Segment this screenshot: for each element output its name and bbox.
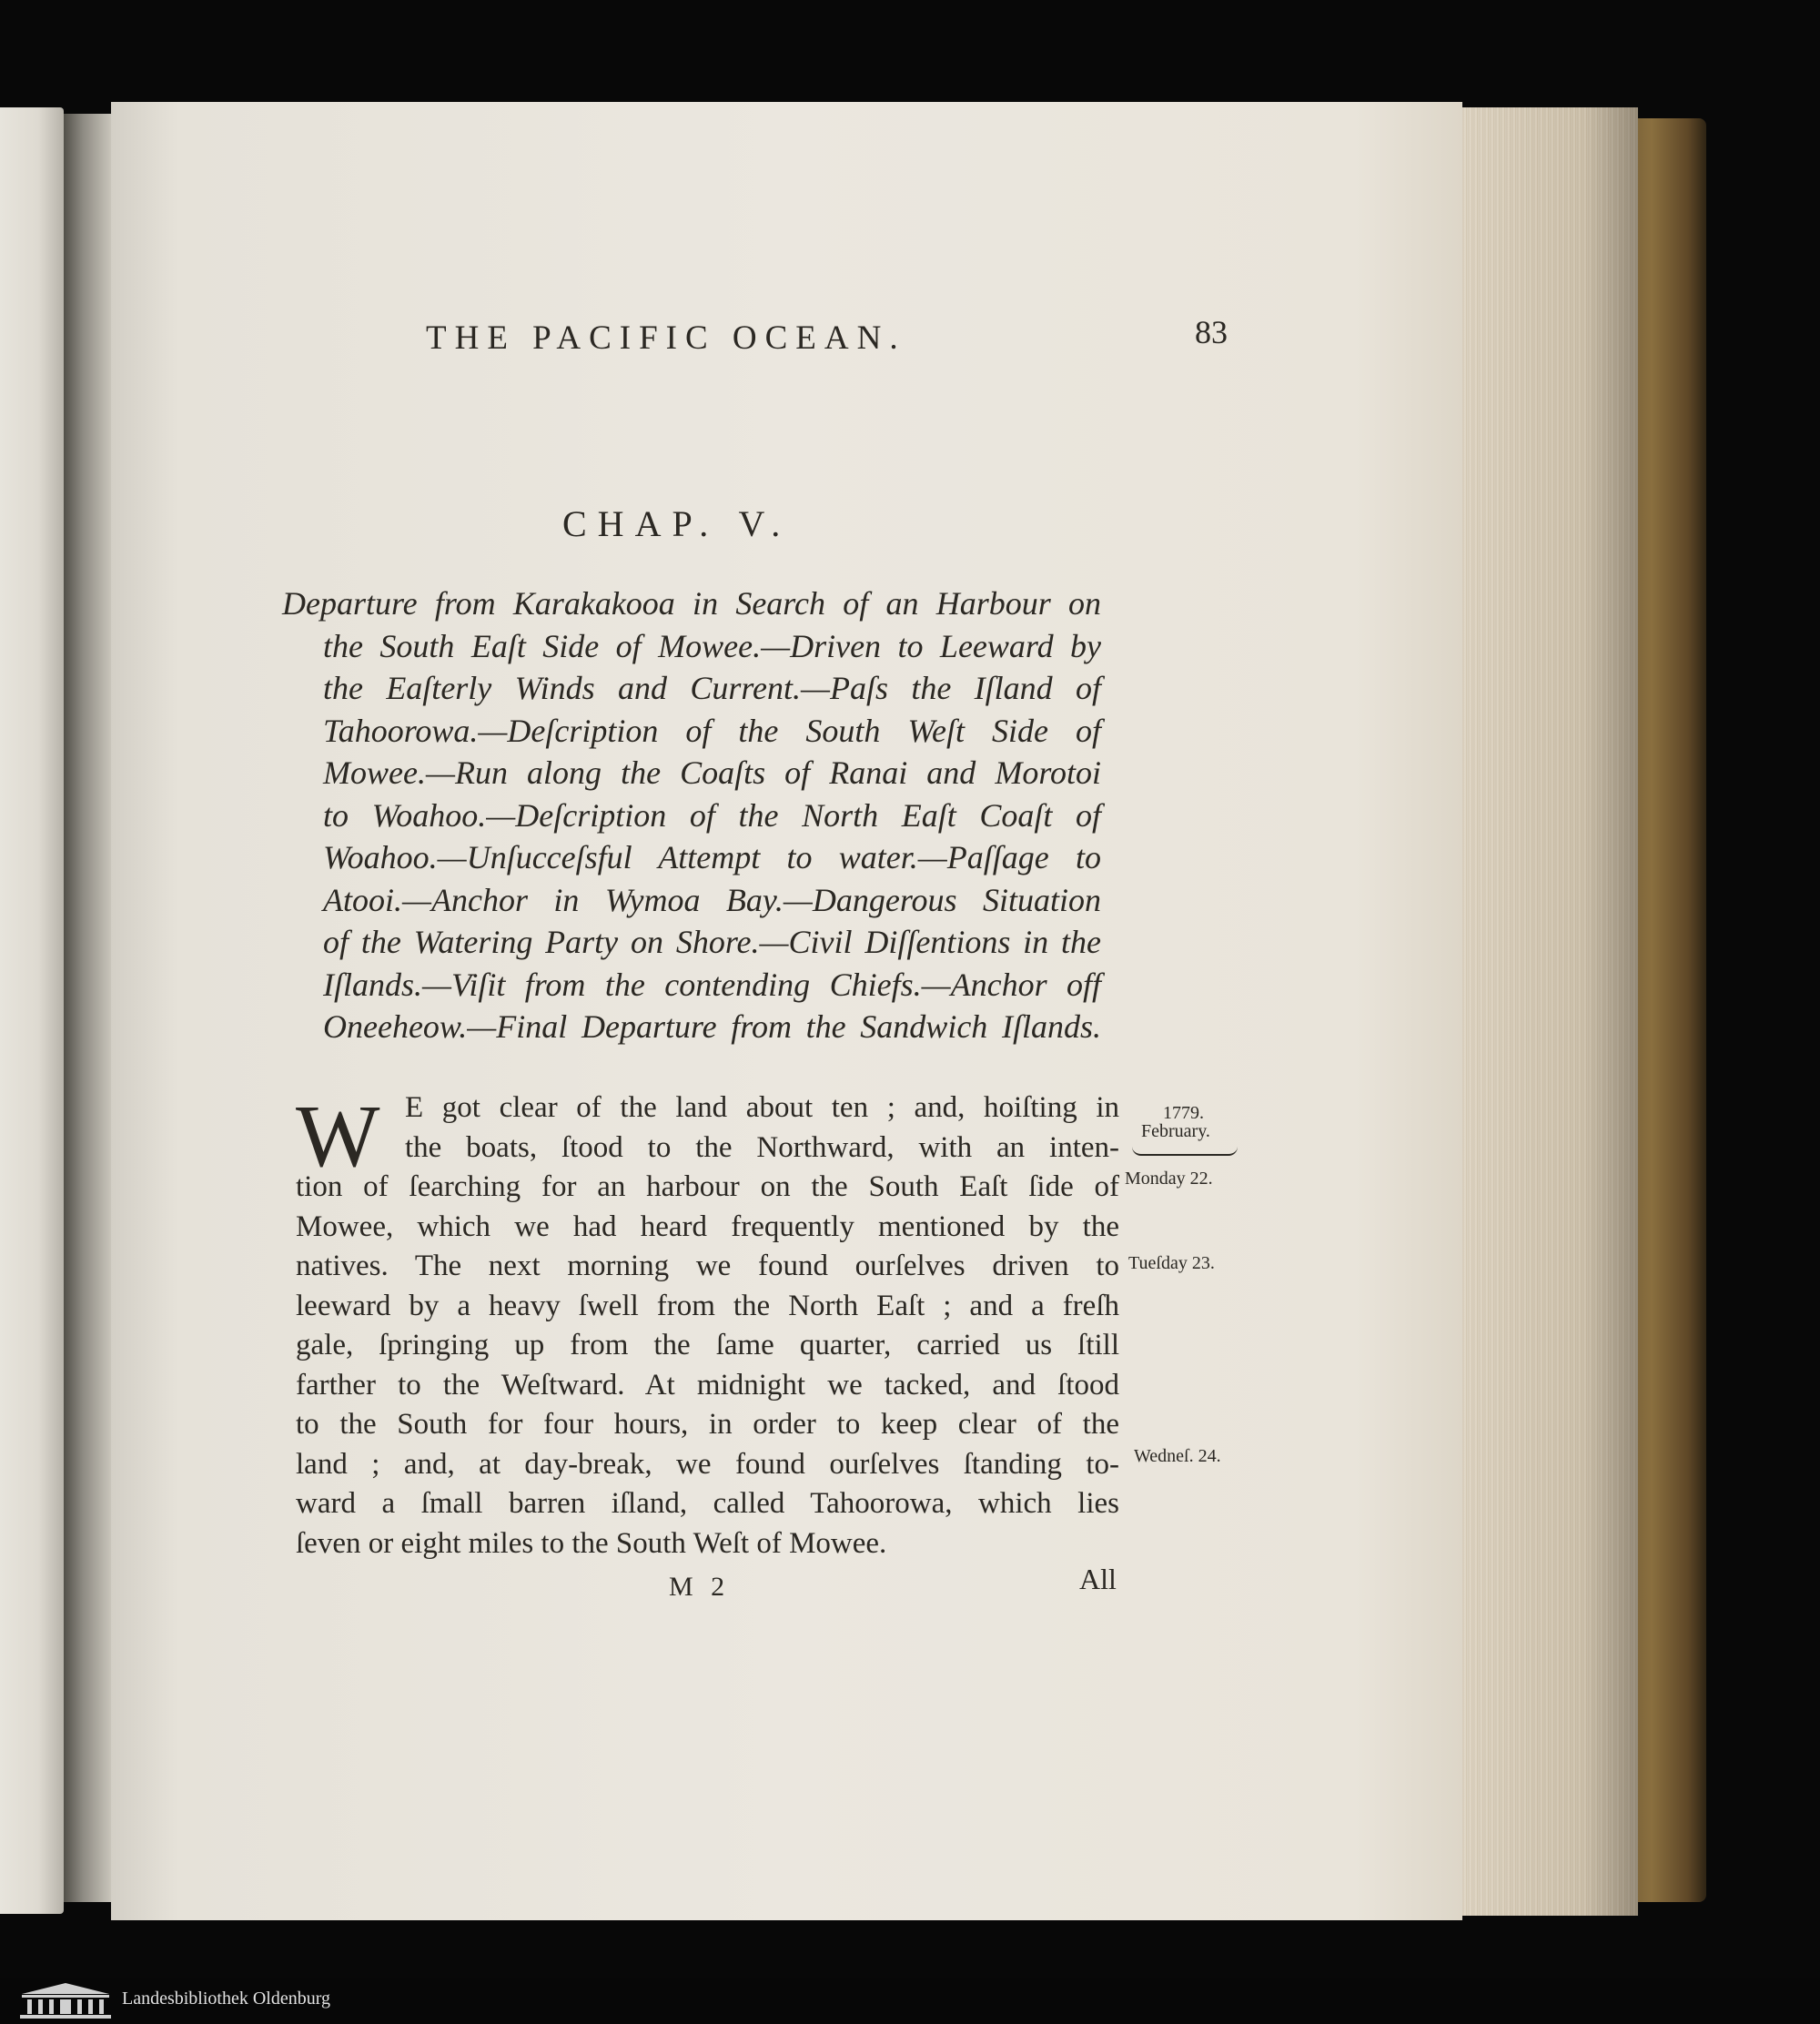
- body-line: land ; and, at day-break, we found ourſelves ſtanding to-: [296, 1447, 1119, 1481]
- summary-line: Atooi.—Anchor in Wymoa Bay.—Dangerous Situation: [323, 881, 1101, 918]
- body-line: to the South for four hours, in order to keep clear of the: [296, 1408, 1119, 1441]
- body-line: ward a ſmall barren iſland, called Tahoorowa, which lies: [296, 1487, 1119, 1520]
- body-line: E got clear of the land about ten ; and, hoiſting in: [405, 1091, 1119, 1124]
- left-facing-page: [0, 107, 64, 1914]
- margin-date-monday: Monday 22.: [1125, 1169, 1213, 1189]
- body-line: Mowee, which we had heard frequently mentioned by the: [296, 1209, 1119, 1243]
- body-line: natives. The next morning we found ourſelves driven to: [296, 1250, 1119, 1282]
- body-line: leeward by a heavy ſwell from the North Eaſt ; and a freſh: [296, 1289, 1119, 1322]
- body-line: tion of ſearching for an harbour on the South Eaſt ſide of: [296, 1170, 1119, 1203]
- summary-line: Woahoo.—Unſucceſsful Attempt to water.—Paſſage to: [323, 839, 1101, 875]
- summary-line: Departure from Karakakooa in Search of an Harbour on: [282, 585, 1101, 622]
- margin-brace: [1132, 1143, 1238, 1156]
- margin-year: 1779.: [1163, 1103, 1204, 1123]
- summary-line: the South Eaſt Side of Mowee.—Driven to Leeward by: [323, 627, 1101, 664]
- summary-line: Tahoorowa.—Deſcription of the South Weſt Side of: [323, 712, 1101, 749]
- page-number: 83: [1195, 314, 1228, 350]
- chapter-summary: [282, 582, 1101, 1048]
- chapter-heading: CHAP. V.: [562, 503, 792, 544]
- book-gutter: [64, 114, 111, 1902]
- drop-cap: W: [296, 1088, 380, 1186]
- summary-line: Mowee.—Run along the Coaſts of Ranai and Morotoi: [323, 754, 1101, 791]
- margin-date-tuesday: Tueſday 23.: [1128, 1253, 1215, 1273]
- body-line: farther to the Weſtward. At midnight we tacked, and ſtood: [296, 1368, 1119, 1402]
- summary-line: Oneeheow.—Final Departure from the Sandwich Iſlands.: [323, 1008, 1101, 1045]
- footer-library-name: Landesbibliothek Oldenburg: [122, 1989, 331, 2009]
- body-line: the boats, ſtood to the Northward, with an inten-: [405, 1130, 1119, 1164]
- summary-line: of the Watering Party on Shore.—Civil Diſſentions in the: [323, 924, 1101, 960]
- running-head: THE PACIFIC OCEAN.: [426, 319, 906, 357]
- signature-mark: M 2: [669, 1572, 731, 1602]
- footer-bar: [0, 1978, 1820, 2024]
- summary-line: Iſlands.—Viſit from the contending Chiefs.—Anchor off: [323, 966, 1101, 1003]
- body-line: ſeven or eight miles to the South Weſt of Mowee.: [296, 1526, 887, 1560]
- summary-line: the Eaſterly Winds and Current.—Paſs the Iſland of: [323, 670, 1101, 706]
- body-text: [296, 1088, 1119, 1564]
- margin-date-wednesday: Wedneſ. 24.: [1134, 1446, 1221, 1466]
- summary-line: to Woahoo.—Deſcription of the North Eaſt Coaſt of: [323, 796, 1101, 834]
- page-fore-edge: [1456, 107, 1638, 1916]
- body-line: gale, ſpringing up from the ſame quarter, carried us ſtill: [296, 1329, 1119, 1361]
- library-building-logo-icon: [18, 1981, 113, 2019]
- catchword: All: [1079, 1563, 1117, 1595]
- margin-month: February.: [1141, 1121, 1210, 1141]
